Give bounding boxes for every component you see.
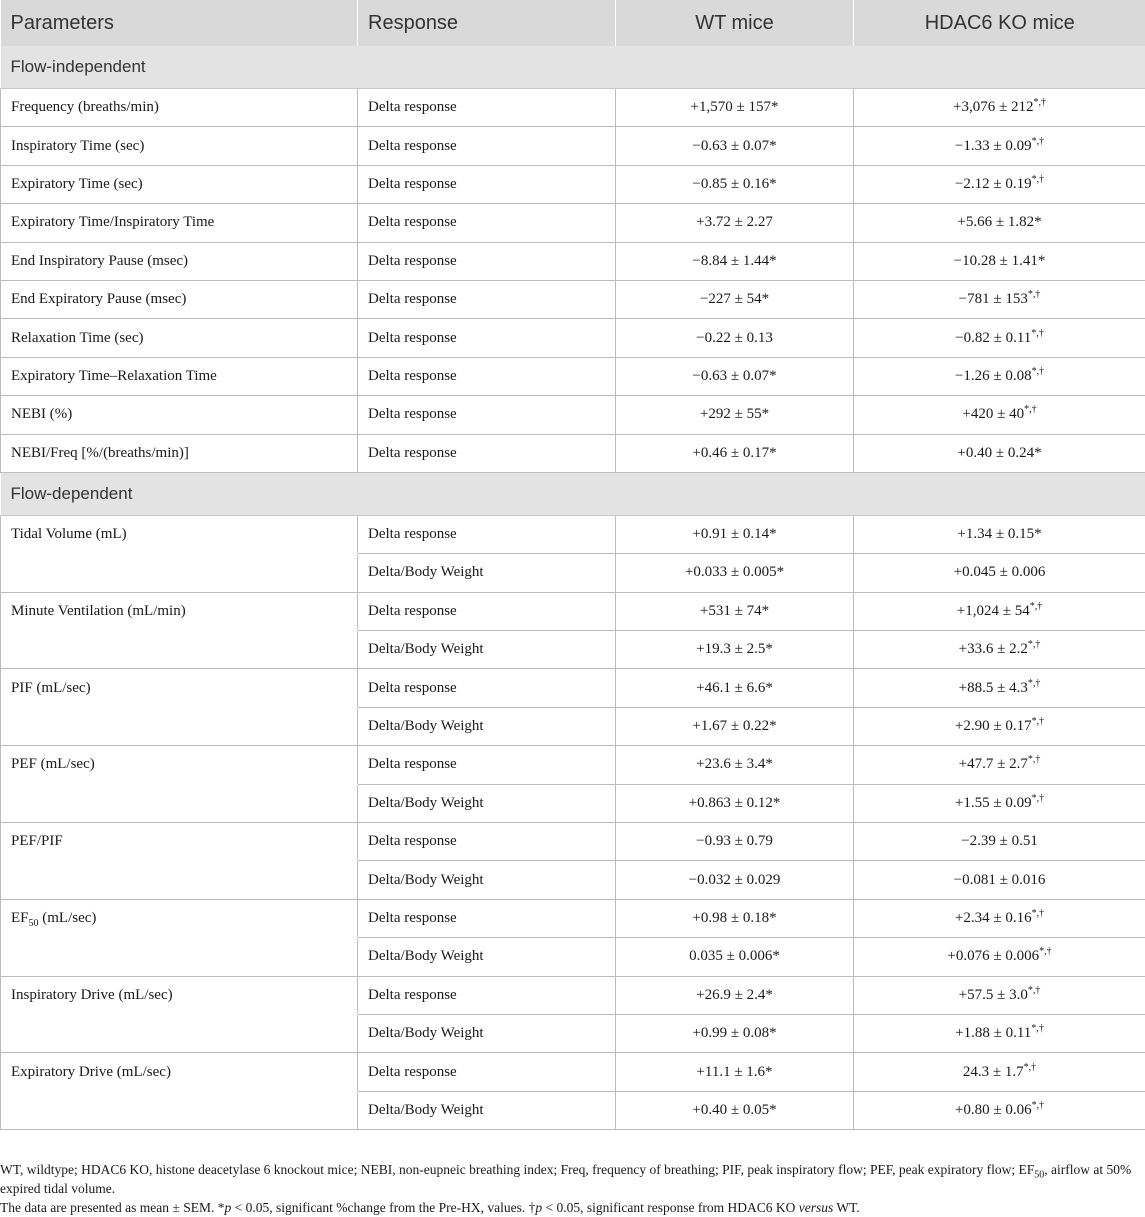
ko-value-cell — [854, 319, 1145, 357]
wt-value-cell: +19.3 ± 2.5* — [616, 631, 854, 669]
section-title: Flow-independent — [1, 46, 1145, 89]
parameter-cell — [1, 707, 358, 745]
parameter-name: PEF (mL/sec) — [11, 756, 95, 772]
section-title: Flow-dependent — [1, 472, 1145, 515]
table-row — [1, 899, 1145, 937]
response-cell: Delta response — [358, 976, 616, 1014]
table-row — [1, 669, 1145, 707]
ko-value: +0.076 ± 0.006 — [947, 948, 1039, 964]
table-row — [1, 515, 1145, 553]
wt-value-cell: −0.032 ± 0.029 — [616, 861, 854, 899]
wt-value-cell: +0.033 ± 0.005* — [616, 554, 854, 592]
parameter-cell — [1, 592, 358, 630]
response-cell: Delta response — [358, 434, 616, 472]
table-row — [1, 242, 1145, 280]
ko-value-cell — [854, 707, 1145, 745]
footnote-stats-text: < 0.05, significant %change from the Pre-HX, values. † — [231, 1200, 535, 1215]
parameter-cell — [1, 1053, 358, 1091]
response-cell: Delta/Body Weight — [358, 1014, 616, 1052]
parameter-subscript: 50 — [29, 918, 39, 929]
ko-value-cell — [854, 357, 1145, 395]
parameter-cell — [1, 515, 358, 553]
ko-value-cell — [854, 434, 1145, 472]
ko-value-cell — [854, 89, 1145, 127]
response-cell: Delta response — [358, 89, 616, 127]
footnote-abbrev-text: WT, wildtype; HDAC6 KO, histone deacetylase 6 knockout mice; NEBI, non-eupneic breathing index; Freq, frequency of breathing; PIF, peak inspiratory flow; PEF, peak expiratory flow; EF — [0, 1162, 1034, 1177]
ko-value: +1.55 ± 0.09 — [955, 795, 1032, 811]
wt-value-cell: +0.40 ± 0.05* — [616, 1091, 854, 1129]
ko-significance-marker: *,† — [1031, 328, 1044, 339]
ko-value: +1,024 ± 54 — [957, 603, 1030, 619]
wt-value-cell: −0.93 ± 0.79 — [616, 823, 854, 861]
parameter-cell — [1, 280, 358, 318]
response-cell: Delta response — [358, 242, 616, 280]
response-cell: Delta/Body Weight — [358, 861, 616, 899]
ko-value: +57.5 ± 3.0 — [959, 987, 1028, 1003]
ko-value-cell — [854, 746, 1145, 784]
table-row — [1, 938, 1145, 976]
parameter-cell — [1, 89, 358, 127]
wt-value-cell: −0.63 ± 0.07* — [616, 357, 854, 395]
parameter-cell — [1, 319, 358, 357]
parameter-name: Expiratory Drive (mL/sec) — [11, 1064, 171, 1080]
footnote-p-symbol: p — [535, 1200, 542, 1215]
ko-value-cell — [854, 976, 1145, 1014]
wt-value-cell: +531 ± 74* — [616, 592, 854, 630]
wt-value-cell: +3.72 ± 2.27 — [616, 204, 854, 242]
parameter-cell — [1, 938, 358, 976]
table-row — [1, 823, 1145, 861]
ko-value: +88.5 ± 4.3 — [959, 680, 1028, 696]
ko-significance-marker: *,† — [1039, 946, 1052, 957]
table-row — [1, 319, 1145, 357]
response-cell: Delta response — [358, 515, 616, 553]
parameter-name: PEF/PIF — [11, 833, 63, 849]
wt-value-cell: −0.22 ± 0.13 — [616, 319, 854, 357]
parameter-name: Expiratory Time/Inspiratory Time — [11, 214, 214, 230]
footnote-p-symbol: p — [224, 1200, 231, 1215]
table-row — [1, 434, 1145, 472]
ko-significance-marker: *,† — [1033, 97, 1046, 108]
ko-value: −10.28 ± 1.41* — [954, 253, 1046, 269]
header-response: Response — [358, 0, 616, 46]
header-hdac6-ko-mice: HDAC6 KO mice — [854, 0, 1145, 46]
footnote-statistics — [0, 1198, 1145, 1217]
footnote-stats-text: WT. — [833, 1200, 860, 1215]
ko-value-cell — [854, 396, 1145, 434]
wt-value-cell: +0.863 ± 0.12* — [616, 784, 854, 822]
wt-value-cell: +0.99 ± 0.08* — [616, 1014, 854, 1052]
ko-significance-marker: *,† — [1032, 174, 1045, 185]
response-cell: Delta response — [358, 319, 616, 357]
wt-value-cell: +0.98 ± 0.18* — [616, 899, 854, 937]
ko-value-cell — [854, 784, 1145, 822]
ko-significance-marker: *,† — [1030, 601, 1043, 612]
ko-significance-marker: *,† — [1032, 716, 1045, 727]
response-cell: Delta/Body Weight — [358, 554, 616, 592]
ko-value-cell — [854, 1014, 1145, 1052]
ko-value-cell — [854, 631, 1145, 669]
ko-significance-marker: *,† — [1028, 289, 1041, 300]
section-header-row — [1, 46, 1145, 89]
ko-value-cell — [854, 1053, 1145, 1091]
table-row — [1, 1091, 1145, 1129]
header-parameters: Parameters — [1, 0, 358, 46]
section-header-row — [1, 472, 1145, 515]
ko-value: +5.66 ± 1.82* — [957, 214, 1041, 230]
ko-value: +47.7 ± 2.7 — [959, 756, 1028, 772]
parameter-cell — [1, 127, 358, 165]
table-row — [1, 89, 1145, 127]
ko-significance-marker: *,† — [1032, 366, 1045, 377]
ko-value-cell — [854, 592, 1145, 630]
ko-significance-marker: *,† — [1032, 793, 1045, 804]
table-row — [1, 554, 1145, 592]
parameter-cell — [1, 357, 358, 395]
wt-value-cell: +292 ± 55* — [616, 396, 854, 434]
parameter-cell — [1, 204, 358, 242]
ko-value: +0.80 ± 0.06 — [955, 1102, 1032, 1118]
parameter-name: Expiratory Time–Relaxation Time — [11, 368, 217, 384]
ko-significance-marker: *,† — [1028, 985, 1041, 996]
ko-value: +1.88 ± 0.11 — [955, 1025, 1031, 1041]
parameter-name: Inspiratory Time (sec) — [11, 138, 144, 154]
ko-value: −1.33 ± 0.09 — [955, 138, 1032, 154]
wt-value-cell: −227 ± 54* — [616, 280, 854, 318]
parameter-name: Inspiratory Drive (mL/sec) — [11, 987, 173, 1003]
ko-value-cell — [854, 823, 1145, 861]
response-cell: Delta/Body Weight — [358, 1091, 616, 1129]
ko-value-cell — [854, 280, 1145, 318]
ko-significance-marker: *,† — [1024, 1062, 1037, 1073]
parameter-cell — [1, 1091, 358, 1129]
ko-value: +1.34 ± 0.15* — [957, 526, 1041, 542]
parameter-cell — [1, 1014, 358, 1052]
response-cell: Delta response — [358, 127, 616, 165]
ko-value: −781 ± 153 — [959, 291, 1028, 307]
footnote-stats-text: The data are presented as mean ± SEM. * — [0, 1200, 224, 1215]
parameter-cell — [1, 861, 358, 899]
ko-value: −0.82 ± 0.11 — [955, 330, 1031, 346]
parameter-cell — [1, 669, 358, 707]
table-row — [1, 976, 1145, 1014]
ko-value: +0.045 ± 0.006 — [954, 564, 1046, 580]
ko-value: −1.26 ± 0.08 — [955, 368, 1032, 384]
parameter-cell — [1, 631, 358, 669]
table-row — [1, 280, 1145, 318]
response-cell: Delta response — [358, 204, 616, 242]
parameter-name: Relaxation Time (sec) — [11, 330, 143, 346]
parameter-name: NEBI/Freq [%/(breaths/min)] — [11, 445, 189, 461]
table-header-row — [1, 0, 1145, 46]
ko-value: +2.90 ± 0.17 — [955, 718, 1032, 734]
ko-value-cell — [854, 204, 1145, 242]
ko-value-cell — [854, 165, 1145, 203]
ko-value: +3,076 ± 212 — [953, 99, 1033, 115]
table-row — [1, 396, 1145, 434]
table-row — [1, 784, 1145, 822]
ko-value: +0.40 ± 0.24* — [957, 445, 1041, 461]
response-cell: Delta response — [358, 165, 616, 203]
response-cell: Delta response — [358, 669, 616, 707]
response-cell: Delta/Body Weight — [358, 631, 616, 669]
parameter-name: PIF (mL/sec) — [11, 680, 91, 696]
ko-value-cell — [854, 861, 1145, 899]
ko-value-cell — [854, 669, 1145, 707]
ko-value-cell — [854, 899, 1145, 937]
wt-value-cell: +11.1 ± 1.6* — [616, 1053, 854, 1091]
wt-value-cell: +0.46 ± 0.17* — [616, 434, 854, 472]
parameter-name: Tidal Volume (mL) — [11, 526, 127, 542]
footnote-abbrev-text-end: , airflow at 50% expired tidal volume. — [0, 1162, 1131, 1196]
response-cell: Delta/Body Weight — [358, 938, 616, 976]
response-cell: Delta response — [358, 746, 616, 784]
table-footnotes — [0, 1160, 1145, 1217]
response-cell: Delta response — [358, 899, 616, 937]
parameter-name: NEBI (%) — [11, 406, 72, 422]
wt-value-cell: −8.84 ± 1.44* — [616, 242, 854, 280]
parameter-name: Minute Ventilation (mL/min) — [11, 603, 186, 619]
ko-value-cell — [854, 515, 1145, 553]
ko-value-cell — [854, 242, 1145, 280]
ko-value: +420 ± 40 — [962, 406, 1024, 422]
response-cell: Delta response — [358, 823, 616, 861]
parameter-cell — [1, 899, 358, 937]
parameter-cell — [1, 784, 358, 822]
ko-significance-marker: *,† — [1032, 1100, 1045, 1111]
parameter-cell — [1, 746, 358, 784]
parameter-name: End Expiratory Pause (msec) — [11, 291, 186, 307]
wt-value-cell: +46.1 ± 6.6* — [616, 669, 854, 707]
table-row — [1, 861, 1145, 899]
parameter-cell — [1, 165, 358, 203]
ko-value-cell — [854, 127, 1145, 165]
wt-value-cell: 0.035 ± 0.006* — [616, 938, 854, 976]
table-row — [1, 592, 1145, 630]
ko-significance-marker: *,† — [1024, 404, 1037, 415]
table-row — [1, 127, 1145, 165]
ko-value-cell — [854, 938, 1145, 976]
footnote-versus: versus — [799, 1200, 834, 1215]
ko-significance-marker: *,† — [1028, 678, 1041, 689]
parameter-unit: (mL/sec) — [39, 910, 97, 926]
table-row — [1, 1053, 1145, 1091]
ko-significance-marker: *,† — [1032, 136, 1045, 147]
wt-value-cell: −0.85 ± 0.16* — [616, 165, 854, 203]
parameter-name: Expiratory Time (sec) — [11, 176, 143, 192]
wt-value-cell: −0.63 ± 0.07* — [616, 127, 854, 165]
parameter-cell — [1, 976, 358, 1014]
parameter-cell — [1, 396, 358, 434]
parameter-cell — [1, 823, 358, 861]
ko-significance-marker: *,† — [1032, 908, 1045, 919]
ko-value: +33.6 ± 2.2 — [959, 641, 1028, 657]
footnote-abbreviations — [0, 1160, 1145, 1198]
table-row — [1, 357, 1145, 395]
parameter-cell — [1, 434, 358, 472]
ko-value-cell — [854, 554, 1145, 592]
response-cell: Delta response — [358, 1053, 616, 1091]
ko-significance-marker: *,† — [1028, 639, 1041, 650]
footnote-stats-text: < 0.05, significant response from HDAC6 KO — [542, 1200, 799, 1215]
table-row — [1, 631, 1145, 669]
wt-value-cell: +23.6 ± 3.4* — [616, 746, 854, 784]
ko-value: +2.34 ± 0.16 — [955, 910, 1032, 926]
parameter-cell — [1, 242, 358, 280]
ko-value: 24.3 ± 1.7 — [963, 1064, 1024, 1080]
response-cell: Delta response — [358, 396, 616, 434]
parameter-cell — [1, 554, 358, 592]
wt-value-cell: +0.91 ± 0.14* — [616, 515, 854, 553]
footnote-abbrev-subscript: 50 — [1034, 1170, 1044, 1181]
ko-significance-marker: *,† — [1031, 1023, 1044, 1034]
response-cell: Delta response — [358, 357, 616, 395]
response-cell: Delta response — [358, 592, 616, 630]
ko-value: −0.081 ± 0.016 — [954, 872, 1046, 888]
response-cell: Delta/Body Weight — [358, 784, 616, 822]
table-row — [1, 746, 1145, 784]
wt-value-cell: +1,570 ± 157* — [616, 89, 854, 127]
ko-value: −2.39 ± 0.51 — [961, 833, 1038, 849]
ko-value-cell — [854, 1091, 1145, 1129]
table-row — [1, 204, 1145, 242]
table-row — [1, 707, 1145, 745]
table-row — [1, 1014, 1145, 1052]
response-cell: Delta/Body Weight — [358, 707, 616, 745]
table-row — [1, 165, 1145, 203]
wt-value-cell: +26.9 ± 2.4* — [616, 976, 854, 1014]
response-cell: Delta response — [358, 280, 616, 318]
parameter-name: End Inspiratory Pause (msec) — [11, 253, 188, 269]
table-body — [1, 46, 1145, 1130]
parameter-name: EF — [11, 910, 29, 926]
ko-value: −2.12 ± 0.19 — [955, 176, 1032, 192]
header-wt-mice: WT mice — [616, 0, 854, 46]
ko-significance-marker: *,† — [1028, 754, 1041, 765]
parameter-name: Frequency (breaths/min) — [11, 99, 159, 115]
wt-value-cell: +1.67 ± 0.22* — [616, 707, 854, 745]
